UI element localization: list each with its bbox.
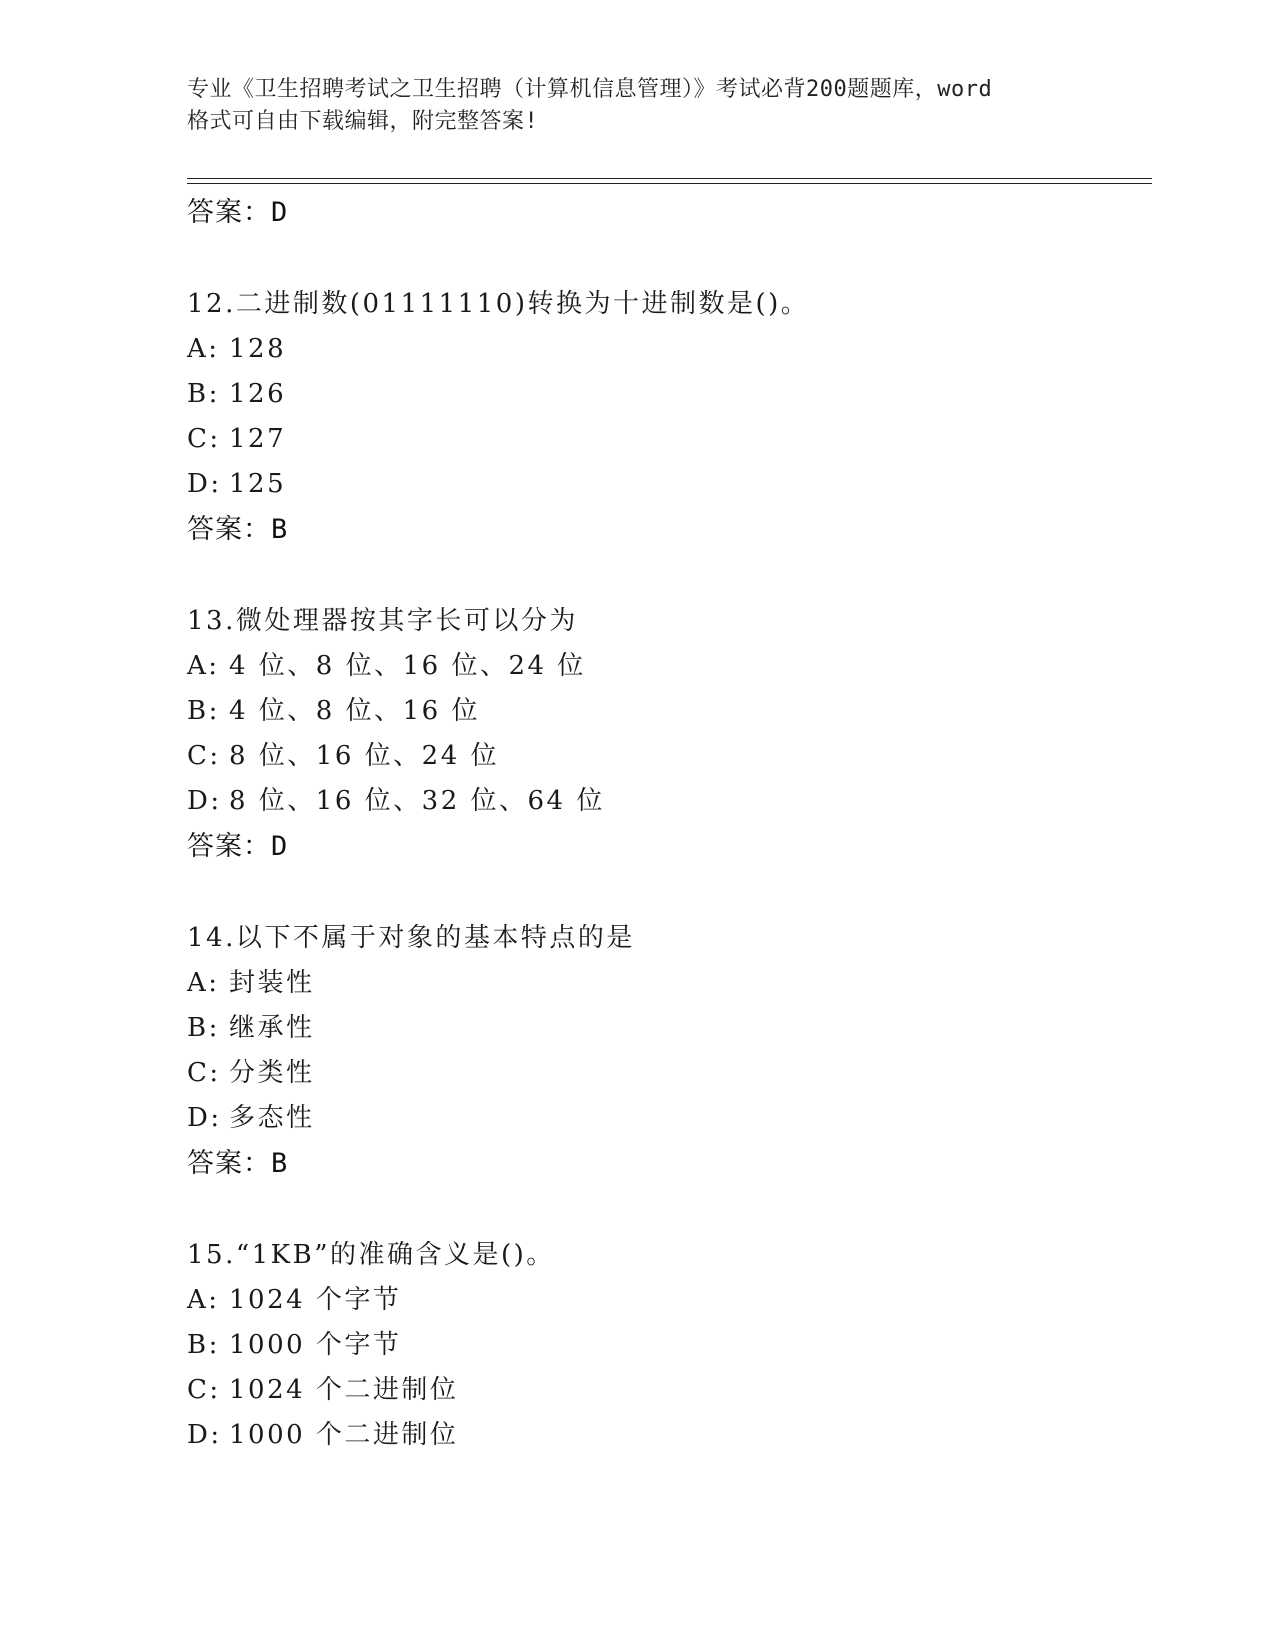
option-letter: D: <box>187 786 222 816</box>
option-d <box>187 1096 1147 1141</box>
spacer <box>187 235 1147 282</box>
question-15 <box>187 1233 1147 1458</box>
option-text: 1024 个二进制位 <box>229 1375 459 1405</box>
question-13 <box>187 599 1147 869</box>
option-letter: D: <box>187 1420 222 1450</box>
option-a <box>187 1278 1147 1323</box>
option-letter: A: <box>187 334 220 364</box>
option-letter: B: <box>187 1013 220 1043</box>
option-c <box>187 734 1147 779</box>
option-letter: B: <box>187 379 220 409</box>
option-text: 1000 个字节 <box>229 1330 402 1360</box>
header-line-2: 格式可自由下载编辑，附完整答案! <box>187 109 539 134</box>
option-text: 4 位、8 位、16 位、24 位 <box>229 651 586 681</box>
option-c <box>187 1368 1147 1413</box>
document-body <box>187 190 1147 1458</box>
option-letter: C: <box>187 1375 221 1405</box>
document-header <box>187 74 1087 138</box>
option-letter: A: <box>187 968 220 998</box>
option-a <box>187 327 1147 372</box>
option-text: 4 位、8 位、16 位 <box>229 696 480 726</box>
spacer <box>187 552 1147 599</box>
option-letter: B: <box>187 696 220 726</box>
question-stem: 13.微处理器按其字长可以分为 <box>187 606 578 636</box>
option-d <box>187 1413 1147 1458</box>
option-text: 8 位、16 位、32 位、64 位 <box>229 786 605 816</box>
option-a <box>187 644 1147 689</box>
option-text: 125 <box>229 469 287 499</box>
spacer <box>187 869 1147 916</box>
option-letter: A: <box>187 1285 220 1315</box>
question-stem: 15.“1KB”的准确含义是()。 <box>187 1240 555 1270</box>
header-divider-bottom <box>187 183 1152 184</box>
question-stem: 12.二进制数(01111110)转换为十进制数是()。 <box>187 289 810 319</box>
option-text: 1024 个字节 <box>229 1285 402 1315</box>
header-divider-top <box>187 178 1152 179</box>
answer-11: 答案：D <box>187 197 289 228</box>
option-b <box>187 372 1147 417</box>
option-letter: D: <box>187 469 222 499</box>
option-c <box>187 1051 1147 1096</box>
option-text: 封装性 <box>229 968 315 998</box>
question-stem: 14.以下不属于对象的基本特点的是 <box>187 923 635 953</box>
option-text: 1000 个二进制位 <box>229 1420 459 1450</box>
header-line-1: 专业《卫生招聘考试之卫生招聘（计算机信息管理）》考试必背200题题库，word <box>187 77 993 102</box>
option-b <box>187 1323 1147 1368</box>
option-text: 多态性 <box>229 1103 315 1133</box>
option-letter: A: <box>187 651 220 681</box>
question-12 <box>187 282 1147 552</box>
option-letter: C: <box>187 1058 221 1088</box>
option-letter: D: <box>187 1103 222 1133</box>
option-a <box>187 961 1147 1006</box>
answer-13: 答案：D <box>187 831 289 862</box>
option-b <box>187 689 1147 734</box>
option-letter: C: <box>187 424 221 454</box>
option-d <box>187 462 1147 507</box>
option-text: 分类性 <box>229 1058 315 1088</box>
answer-12: 答案：B <box>187 514 289 545</box>
option-text: 128 <box>229 334 287 364</box>
option-letter: C: <box>187 741 221 771</box>
spacer <box>187 1186 1147 1233</box>
option-letter: B: <box>187 1330 220 1360</box>
option-text: 126 <box>229 379 287 409</box>
option-d <box>187 779 1147 824</box>
answer-14: 答案：B <box>187 1148 289 1179</box>
option-c <box>187 417 1147 462</box>
option-text: 8 位、16 位、24 位 <box>229 741 500 771</box>
option-text: 继承性 <box>229 1013 315 1043</box>
option-text: 127 <box>229 424 287 454</box>
option-b <box>187 1006 1147 1051</box>
question-14 <box>187 916 1147 1186</box>
